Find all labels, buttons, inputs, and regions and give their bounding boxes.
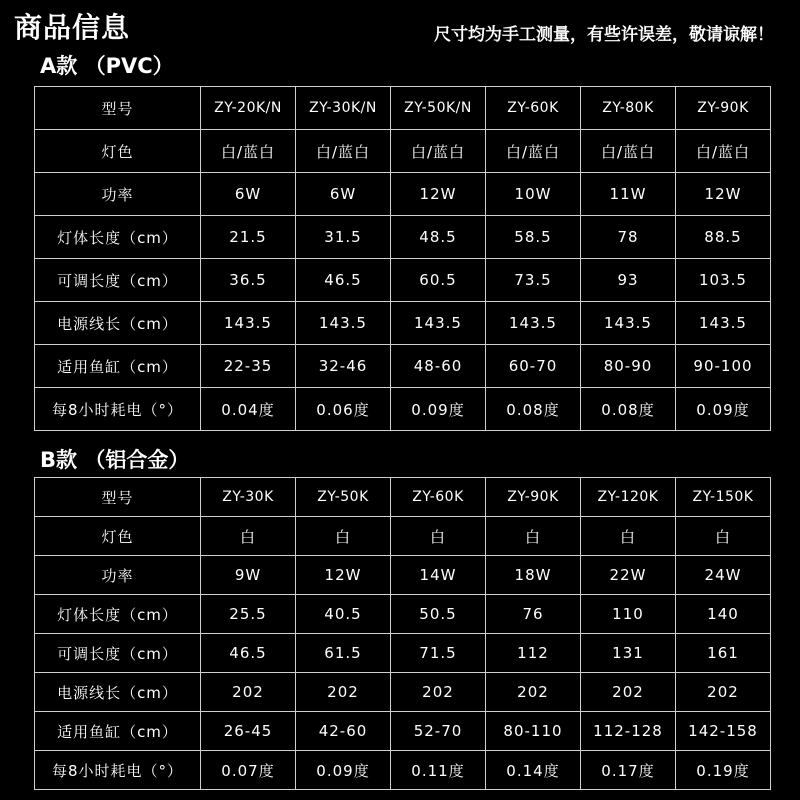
table-cell: 60-70 (486, 345, 581, 388)
table-cell: 58.5 (486, 216, 581, 259)
table-cell: 26-45 (201, 712, 296, 751)
table-row (35, 302, 771, 345)
table-cell: 202 (581, 673, 676, 712)
table-row (35, 556, 771, 595)
table-cell: 48.5 (391, 216, 486, 259)
measurement-note: 尺寸均为手工测量，有些许误差，敬请谅解！ (434, 25, 774, 45)
table-cell: 32-46 (296, 345, 391, 388)
table-row (35, 673, 771, 712)
table-cell: 90-100 (676, 345, 771, 388)
table-cell: 161 (676, 634, 771, 673)
row-label: 每8小时耗电（°） (35, 388, 201, 431)
table-cell: 14W (391, 556, 486, 595)
table-cell: 143.5 (486, 302, 581, 345)
table-cell: 40.5 (296, 595, 391, 634)
table-row (35, 130, 771, 173)
table-cell: 61.5 (296, 634, 391, 673)
table-cell: 143.5 (391, 302, 486, 345)
table-cell: ZY-30K/N (296, 87, 391, 130)
row-label: 适用鱼缸（cm） (35, 712, 201, 751)
table-cell: 143.5 (581, 302, 676, 345)
table-cell: 白/蓝白 (676, 130, 771, 173)
table-cell: ZY-120K (581, 478, 676, 517)
table-cell: 202 (676, 673, 771, 712)
table-cell: 18W (486, 556, 581, 595)
row-label: 灯色 (35, 130, 201, 173)
table-cell: 48-60 (391, 345, 486, 388)
table-cell: ZY-80K (581, 87, 676, 130)
table-row (35, 259, 771, 302)
table-cell: 143.5 (201, 302, 296, 345)
table-cell: 142-158 (676, 712, 771, 751)
table-row (35, 595, 771, 634)
table-row (35, 712, 771, 751)
table-row (35, 634, 771, 673)
table-cell: 112 (486, 634, 581, 673)
table-cell: 0.11度 (391, 751, 486, 790)
section-b-title: B款 （铝合金） (40, 448, 190, 472)
table-row (35, 478, 771, 517)
table-row (35, 345, 771, 388)
table-cell: 白/蓝白 (391, 130, 486, 173)
table-cell: ZY-60K (391, 478, 486, 517)
table-cell: 131 (581, 634, 676, 673)
table-cell: 白 (581, 517, 676, 556)
table-cell: 46.5 (201, 634, 296, 673)
table-cell: ZY-90K (676, 87, 771, 130)
table-cell: 11W (581, 173, 676, 216)
row-label: 可调长度（cm） (35, 259, 201, 302)
table-cell: ZY-150K (676, 478, 771, 517)
table-cell: 白 (486, 517, 581, 556)
table-cell: 25.5 (201, 595, 296, 634)
table-cell: 143.5 (296, 302, 391, 345)
table-cell: 12W (676, 173, 771, 216)
row-label: 适用鱼缸（cm） (35, 345, 201, 388)
table-cell: 202 (391, 673, 486, 712)
table-cell: 6W (296, 173, 391, 216)
spec-table-a (34, 86, 771, 431)
table-cell: 42-60 (296, 712, 391, 751)
table-row (35, 751, 771, 790)
section-a-title: A款 （PVC） (40, 54, 174, 78)
table-cell: ZY-20K/N (201, 87, 296, 130)
table-cell: 22-35 (201, 345, 296, 388)
table-cell: 0.07度 (201, 751, 296, 790)
table-cell: 112-128 (581, 712, 676, 751)
table-cell: 白 (296, 517, 391, 556)
table-cell: 12W (391, 173, 486, 216)
table-cell: 6W (201, 173, 296, 216)
table-cell: 93 (581, 259, 676, 302)
table-cell: 88.5 (676, 216, 771, 259)
table-cell: 0.17度 (581, 751, 676, 790)
row-label: 每8小时耗电（°） (35, 751, 201, 790)
table-cell: 110 (581, 595, 676, 634)
table-cell: ZY-30K (201, 478, 296, 517)
table-row (35, 517, 771, 556)
table-cell: 21.5 (201, 216, 296, 259)
table-cell: 78 (581, 216, 676, 259)
table-cell: 白/蓝白 (296, 130, 391, 173)
table-cell: 9W (201, 556, 296, 595)
table-cell: 0.08度 (581, 388, 676, 431)
table-row (35, 388, 771, 431)
table-cell: 12W (296, 556, 391, 595)
table-cell: ZY-50K/N (391, 87, 486, 130)
row-label: 灯体长度（cm） (35, 216, 201, 259)
table-cell: 52-70 (391, 712, 486, 751)
table-cell: 202 (201, 673, 296, 712)
spec-table-b-body (35, 478, 771, 790)
table-cell: 0.09度 (391, 388, 486, 431)
row-label: 型号 (35, 87, 201, 130)
table-cell: 103.5 (676, 259, 771, 302)
row-label: 灯色 (35, 517, 201, 556)
table-cell: ZY-50K (296, 478, 391, 517)
spec-table-b (34, 477, 771, 790)
table-cell: ZY-60K (486, 87, 581, 130)
table-cell: 白 (676, 517, 771, 556)
table-cell: 22W (581, 556, 676, 595)
table-row (35, 87, 771, 130)
table-cell: 白 (391, 517, 486, 556)
table-cell: 60.5 (391, 259, 486, 302)
table-cell: 24W (676, 556, 771, 595)
table-cell: 0.09度 (676, 388, 771, 431)
table-cell: 50.5 (391, 595, 486, 634)
row-label: 灯体长度（cm） (35, 595, 201, 634)
table-cell: 0.09度 (296, 751, 391, 790)
table-cell: 0.14度 (486, 751, 581, 790)
row-label: 电源线长（cm） (35, 673, 201, 712)
row-label: 功率 (35, 556, 201, 595)
table-cell: 36.5 (201, 259, 296, 302)
table-cell: 73.5 (486, 259, 581, 302)
spec-table-a-body (35, 87, 771, 431)
table-cell: 0.08度 (486, 388, 581, 431)
table-row (35, 216, 771, 259)
table-cell: 白/蓝白 (486, 130, 581, 173)
table-cell: 202 (296, 673, 391, 712)
table-cell: 46.5 (296, 259, 391, 302)
row-label: 可调长度（cm） (35, 634, 201, 673)
table-cell: 0.19度 (676, 751, 771, 790)
table-cell: 140 (676, 595, 771, 634)
table-cell: 白 (201, 517, 296, 556)
table-cell: 71.5 (391, 634, 486, 673)
table-cell: 0.04度 (201, 388, 296, 431)
table-cell: 202 (486, 673, 581, 712)
table-cell: ZY-90K (486, 478, 581, 517)
table-cell: 80-90 (581, 345, 676, 388)
row-label: 电源线长（cm） (35, 302, 201, 345)
table-row (35, 173, 771, 216)
table-cell: 白/蓝白 (581, 130, 676, 173)
table-cell: 143.5 (676, 302, 771, 345)
table-cell: 80-110 (486, 712, 581, 751)
table-cell: 31.5 (296, 216, 391, 259)
row-label: 型号 (35, 478, 201, 517)
table-cell: 10W (486, 173, 581, 216)
table-cell: 76 (486, 595, 581, 634)
page-title: 商品信息 (14, 11, 131, 44)
row-label: 功率 (35, 173, 201, 216)
table-cell: 0.06度 (296, 388, 391, 431)
table-cell: 白/蓝白 (201, 130, 296, 173)
